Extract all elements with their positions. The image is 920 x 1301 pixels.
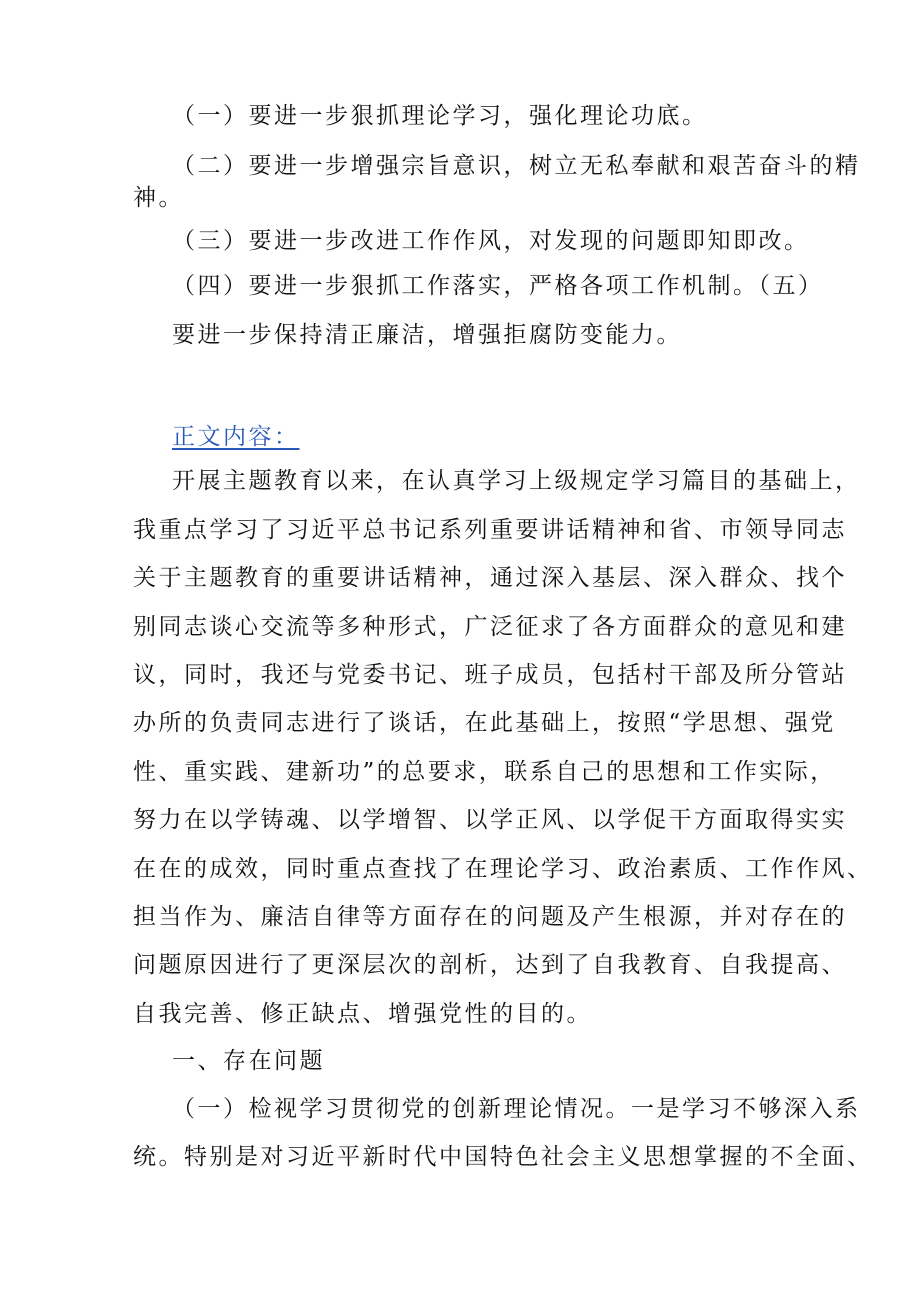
paragraph-line: 担当作为、廉洁自律等方面存在的问题及产生根源，并对存在的 xyxy=(133,904,847,930)
paragraph-line: 自我完善、修正缺点、增强党性的目的。 xyxy=(133,1001,592,1027)
paragraph-line: 性、重实践、建新功”的总要求，联系自己的思想和工作实际， xyxy=(133,759,836,785)
text-line: （四）要进一步狠抓工作落实，严格各项工作机制。（五） xyxy=(172,273,824,299)
paragraph-line: （一）检视学习贯彻党的创新理论情况。一是学习不够深入系 xyxy=(172,1096,861,1122)
paragraph-line: 我重点学习了习近平总书记系列重要讲话精神和省、市领导同志 xyxy=(133,517,847,543)
paragraph-line: 统。特别是对习近平新时代中国特色社会主义思想掌握的不全面、 xyxy=(133,1144,873,1170)
text-line: （二）要进一步增强宗旨意识，树立无私奉献和艰苦奋斗的精 xyxy=(172,153,861,179)
paragraph-line: 努力在以学铸魂、以学增智、以学正风、以学促干方面取得实实 xyxy=(133,807,847,833)
paragraph-line: 别同志谈心交流等多种形式，广泛征求了各方面群众的意见和建 xyxy=(133,614,847,640)
text-line: 神。 xyxy=(133,185,184,211)
body-heading-link[interactable]: 正文内容： xyxy=(172,424,300,450)
paragraph-line: 在在的成效，同时重点查找了在理论学习、政治素质、工作作风、 xyxy=(133,856,873,882)
paragraph-line: 问题原因进行了更深层次的剖析，达到了自我教育、自我提高、 xyxy=(133,952,847,978)
paragraph-line: 议，同时，我还与党委书记、班子成员，包括村干部及所分管站 xyxy=(133,662,847,688)
text-line: （一）要进一步狠抓理论学习，强化理论功底。 xyxy=(172,103,708,129)
paragraph-line: 关于主题教育的重要讲话精神，通过深入基层、深入群众、找个 xyxy=(133,565,847,591)
text-line: 要进一步保持清正廉洁，增强拒腐防变能力。 xyxy=(172,322,682,348)
text-line: （三）要进一步改进工作作风，对发现的问题即知即改。 xyxy=(172,228,810,254)
paragraph-line: 办所的负责同志进行了谈话，在此基础上，按照“学思想、强党 xyxy=(133,710,836,736)
paragraph-line: 开展主题教育以来，在认真学习上级规定学习篇目的基础上， xyxy=(172,468,861,494)
section-heading: 一、存在问题 xyxy=(172,1048,325,1074)
